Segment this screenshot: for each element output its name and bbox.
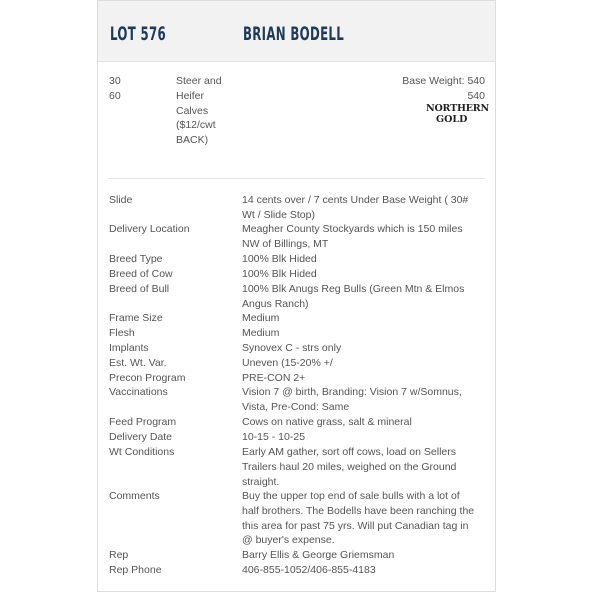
detail-value: Uneven (15-20% +/ — [242, 357, 333, 369]
detail-value: 10-15 - 10-25 — [242, 431, 306, 443]
detail-label: Precon Program — [109, 372, 186, 384]
logo-line-1: NORTHERN — [426, 103, 489, 114]
divider — [108, 178, 485, 179]
detail-value: Meagher County Stockyards which is 150 miles NW of Billings, MT — [242, 223, 463, 250]
detail-label: Implants — [109, 342, 149, 354]
lot-header — [98, 1, 495, 62]
detail-value: Barry Ellis & George Griemsman — [242, 549, 395, 561]
detail-value: Synovex C - strs only — [242, 342, 342, 354]
detail-label: Comments — [109, 490, 160, 502]
northern-gold-logo — [426, 103, 488, 127]
detail-value: Medium — [242, 327, 280, 339]
detail-value: Early AM gather, sort off cows, load on Sellers Trailers haul 20 miles, weighed on the Ground straight. — [242, 446, 457, 488]
detail-label: Wt Conditions — [109, 446, 175, 458]
head-count-1: 30 — [109, 75, 121, 87]
detail-value: Buy the upper top end of sale bulls with a lot of half brothers. The Bodells have been ranching the this area for past 75 yrs. Will put Canadian tag in @ buyer's expense. — [242, 490, 475, 547]
detail-value: 100% Blk Hided — [242, 253, 317, 265]
lot-card — [97, 0, 496, 592]
detail-value: Vision 7 @ birth, Branding: Vision 7 w/Somnus, Vista, Pre-Cond: Same — [242, 386, 462, 413]
detail-label: Feed Program — [109, 416, 177, 428]
base-weight — [402, 74, 485, 104]
detail-label: Slide — [109, 194, 133, 206]
detail-label: Delivery Location — [109, 223, 190, 235]
base-weight-label: Base Weight: 540 — [402, 75, 485, 87]
detail-label: Rep Phone — [109, 564, 162, 576]
lot-number: LOT 576 — [110, 23, 167, 45]
detail-value: 100% Blk Hided — [242, 268, 317, 280]
detail-label: Vaccinations — [109, 386, 168, 398]
detail-label: Est. Wt. Var. — [109, 357, 167, 369]
detail-label: Flesh — [109, 327, 135, 339]
seller-name: BRIAN BODELL — [243, 23, 345, 45]
base-weight-2: 540 — [467, 89, 485, 102]
detail-label: Breed of Bull — [109, 283, 170, 295]
detail-value: Medium — [242, 312, 280, 324]
logo-line-2: GOLD — [436, 114, 468, 125]
detail-value: 406-855-1052/406-855-4183 — [242, 564, 376, 576]
detail-value: PRE-CON 2+ — [242, 372, 306, 384]
lot-description: Steer and Heifer Calves ($12/cwt BACK) — [176, 75, 222, 147]
detail-value: Cows on native grass, salt & mineral — [242, 416, 412, 428]
detail-value: 14 cents over / 7 cents Under Base Weight ( 30# Wt / Slide Stop) — [242, 194, 469, 221]
detail-value: 100% Blk Anugs Reg Bulls (Green Mtn & Elmos Angus Ranch) — [242, 283, 465, 310]
detail-label: Breed Type — [109, 253, 163, 265]
detail-label: Frame Size — [109, 312, 163, 324]
detail-label: Rep — [109, 549, 129, 561]
detail-label: Breed of Cow — [109, 268, 173, 280]
detail-label: Delivery Date — [109, 431, 173, 443]
head-count-2: 60 — [109, 90, 121, 102]
